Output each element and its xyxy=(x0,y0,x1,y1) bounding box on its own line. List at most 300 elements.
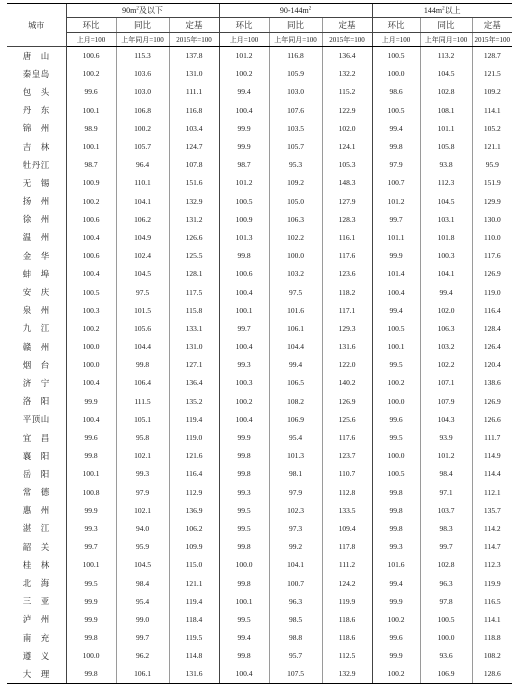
index-value-mom: 100.9 xyxy=(219,210,269,228)
index-value-mom: 100.4 xyxy=(219,101,269,119)
index-value-yoy: 107.1 xyxy=(420,374,472,392)
index-value-yoy: 105.7 xyxy=(269,137,322,155)
index-value-fixed-base: 132.2 xyxy=(322,65,372,83)
index-value-fixed-base: 119.9 xyxy=(322,592,372,610)
city-name: 九 江 xyxy=(22,323,50,334)
index-value-fixed-base: 128.6 xyxy=(472,665,512,683)
table-row xyxy=(7,501,512,519)
index-value-fixed-base: 123.7 xyxy=(322,447,372,465)
index-value-fixed-base: 116.8 xyxy=(169,101,219,119)
index-value-mom: 100.2 xyxy=(219,392,269,410)
table-header xyxy=(7,4,512,47)
index-value-fixed-base: 128.3 xyxy=(322,210,372,228)
index-value-mom: 98.9 xyxy=(66,119,116,137)
index-value-fixed-base: 109.4 xyxy=(322,519,372,537)
index-value-mom: 98.7 xyxy=(219,156,269,174)
city-name: 温 州 xyxy=(22,232,50,243)
index-value-fixed-base: 118.6 xyxy=(322,610,372,628)
index-value-fixed-base: 119.4 xyxy=(169,410,219,428)
index-value-fixed-base: 112.8 xyxy=(322,483,372,501)
index-value-fixed-base: 136.4 xyxy=(322,47,372,65)
table-row xyxy=(7,647,512,665)
index-value-fixed-base: 111.1 xyxy=(169,83,219,101)
index-value-yoy: 104.9 xyxy=(116,228,169,246)
index-value-mom: 100.6 xyxy=(66,247,116,265)
sub-header-fixed-base: 定基 xyxy=(472,18,512,33)
index-value-yoy: 98.1 xyxy=(269,465,322,483)
index-value-mom: 99.3 xyxy=(219,483,269,501)
index-value-mom: 100.4 xyxy=(66,228,116,246)
index-value-mom: 99.9 xyxy=(66,501,116,519)
index-value-mom: 100.1 xyxy=(66,556,116,574)
index-value-fixed-base: 114.2 xyxy=(472,519,512,537)
index-value-fixed-base: 119.0 xyxy=(169,428,219,446)
index-value-mom: 101.1 xyxy=(372,228,420,246)
index-value-yoy: 105.1 xyxy=(116,410,169,428)
index-value-yoy: 95.4 xyxy=(116,592,169,610)
city-name: 三 亚 xyxy=(22,596,50,607)
index-value-fixed-base: 102.0 xyxy=(322,119,372,137)
index-value-yoy: 102.4 xyxy=(116,247,169,265)
index-value-yoy: 101.3 xyxy=(269,447,322,465)
index-value-yoy: 105.0 xyxy=(269,192,322,210)
index-value-mom: 100.0 xyxy=(66,647,116,665)
base-header-prev-year-month: 上年同月=100 xyxy=(269,33,322,47)
group-header-small: $90m^2$及以下 xyxy=(66,4,219,18)
index-value-yoy: 100.5 xyxy=(420,610,472,628)
index-value-yoy: 108.1 xyxy=(420,101,472,119)
index-value-mom: 99.8 xyxy=(372,483,420,501)
table-row xyxy=(7,210,512,228)
table-row xyxy=(7,356,512,374)
index-value-fixed-base: 118.2 xyxy=(322,283,372,301)
base-header-prev-month: 上月=100 xyxy=(66,33,116,47)
city-name: 蚌 埠 xyxy=(22,268,50,279)
index-value-yoy: 102.0 xyxy=(420,301,472,319)
table-row xyxy=(7,228,512,246)
table-row xyxy=(7,283,512,301)
index-value-mom: 100.5 xyxy=(66,283,116,301)
index-value-mom: 99.8 xyxy=(372,519,420,537)
index-value-mom: 100.5 xyxy=(372,319,420,337)
index-value-yoy: 103.2 xyxy=(269,265,322,283)
index-value-fixed-base: 125.6 xyxy=(322,410,372,428)
index-value-mom: 100.0 xyxy=(66,356,116,374)
city-name: 金 华 xyxy=(22,250,50,261)
index-value-mom: 100.4 xyxy=(66,265,116,283)
city-column-header: 城市 xyxy=(7,4,66,47)
index-value-fixed-base: 131.6 xyxy=(169,665,219,683)
index-value-fixed-base: 148.3 xyxy=(322,174,372,192)
city-name: 平顶山 xyxy=(22,414,50,425)
index-value-yoy: 95.3 xyxy=(269,156,322,174)
index-value-mom: 99.9 xyxy=(372,647,420,665)
index-value-mom: 100.0 xyxy=(372,447,420,465)
index-value-yoy: 104.3 xyxy=(420,410,472,428)
index-value-yoy: 100.3 xyxy=(420,247,472,265)
index-value-yoy: 105.7 xyxy=(116,137,169,155)
index-value-yoy: 105.8 xyxy=(420,137,472,155)
index-value-mom: 100.6 xyxy=(219,265,269,283)
sub-header-mom: 环比 xyxy=(66,18,116,33)
index-value-fixed-base: 136.4 xyxy=(169,374,219,392)
index-value-yoy: 99.2 xyxy=(269,538,322,556)
index-value-mom: 100.6 xyxy=(66,47,116,65)
index-value-yoy: 95.8 xyxy=(116,428,169,446)
city-name: 北 海 xyxy=(22,578,50,589)
index-value-mom: 99.8 xyxy=(219,447,269,465)
table-row xyxy=(7,447,512,465)
index-value-yoy: 100.2 xyxy=(116,119,169,137)
index-value-yoy: 106.2 xyxy=(116,210,169,228)
city-name: 烟 台 xyxy=(22,359,50,370)
index-value-yoy: 100.0 xyxy=(269,247,322,265)
index-value-mom: 99.3 xyxy=(66,519,116,537)
index-value-yoy: 107.6 xyxy=(269,101,322,119)
index-value-yoy: 97.1 xyxy=(420,483,472,501)
index-value-yoy: 107.5 xyxy=(269,665,322,683)
index-value-fixed-base: 129.3 xyxy=(322,319,372,337)
index-value-fixed-base: 106.2 xyxy=(169,519,219,537)
index-value-yoy: 99.4 xyxy=(420,283,472,301)
index-value-yoy: 104.5 xyxy=(116,265,169,283)
table-row xyxy=(7,538,512,556)
index-value-fixed-base: 151.6 xyxy=(169,174,219,192)
index-value-yoy: 101.5 xyxy=(116,301,169,319)
index-value-yoy: 106.9 xyxy=(420,665,472,683)
table-row xyxy=(7,574,512,592)
index-value-mom: 99.9 xyxy=(66,392,116,410)
index-value-yoy: 99.4 xyxy=(269,356,322,374)
index-value-fixed-base: 117.6 xyxy=(472,247,512,265)
index-value-fixed-base: 111.2 xyxy=(322,556,372,574)
index-value-yoy: 102.2 xyxy=(269,228,322,246)
index-value-yoy: 100.0 xyxy=(420,629,472,647)
index-value-fixed-base: 112.3 xyxy=(472,556,512,574)
table-body xyxy=(7,47,512,684)
index-value-mom: 100.2 xyxy=(372,374,420,392)
table-row xyxy=(7,47,512,65)
index-value-mom: 100.1 xyxy=(219,301,269,319)
city-name: 惠 州 xyxy=(22,505,50,516)
index-value-yoy: 112.3 xyxy=(420,174,472,192)
index-value-fixed-base: 116.1 xyxy=(322,228,372,246)
sub-header-yoy: 同比 xyxy=(420,18,472,33)
index-value-mom: 100.4 xyxy=(219,283,269,301)
index-value-fixed-base: 115.2 xyxy=(322,83,372,101)
index-value-fixed-base: 131.0 xyxy=(169,338,219,356)
index-value-mom: 100.2 xyxy=(372,665,420,683)
index-value-yoy: 113.2 xyxy=(420,47,472,65)
city-name: 锦 州 xyxy=(22,123,50,134)
index-value-yoy: 95.7 xyxy=(269,647,322,665)
index-value-mom: 99.5 xyxy=(372,356,420,374)
index-value-mom: 101.2 xyxy=(219,47,269,65)
index-value-yoy: 93.9 xyxy=(420,428,472,446)
index-value-fixed-base: 129.9 xyxy=(472,192,512,210)
index-value-fixed-base: 124.2 xyxy=(322,574,372,592)
index-value-yoy: 116.8 xyxy=(269,47,322,65)
index-value-mom: 99.9 xyxy=(66,610,116,628)
index-value-fixed-base: 120.4 xyxy=(472,356,512,374)
index-value-fixed-base: 121.5 xyxy=(472,65,512,83)
sub-header-fixed-base: 定基 xyxy=(169,18,219,33)
city-name: 丹 东 xyxy=(22,105,50,116)
index-value-fixed-base: 114.8 xyxy=(169,647,219,665)
index-value-yoy: 106.5 xyxy=(269,374,322,392)
index-value-fixed-base: 131.2 xyxy=(169,210,219,228)
table-row xyxy=(7,428,512,446)
index-value-fixed-base: 122.9 xyxy=(322,101,372,119)
index-value-mom: 99.4 xyxy=(372,119,420,137)
index-value-mom: 99.7 xyxy=(219,319,269,337)
city-name: 牡丹江 xyxy=(22,159,50,170)
index-value-yoy: 99.3 xyxy=(116,465,169,483)
index-value-fixed-base: 117.1 xyxy=(322,301,372,319)
index-value-fixed-base: 112.5 xyxy=(322,647,372,665)
index-value-fixed-base: 128.4 xyxy=(472,319,512,337)
index-value-mom: 101.6 xyxy=(372,556,420,574)
index-value-fixed-base: 135.7 xyxy=(472,501,512,519)
table-row xyxy=(7,374,512,392)
index-value-yoy: 99.7 xyxy=(116,629,169,647)
index-value-mom: 100.4 xyxy=(219,410,269,428)
table-row xyxy=(7,192,512,210)
city-name: 无 锡 xyxy=(22,177,50,188)
index-value-mom: 99.7 xyxy=(66,538,116,556)
index-value-mom: 100.0 xyxy=(66,338,116,356)
index-value-yoy: 109.2 xyxy=(269,174,322,192)
table-row xyxy=(7,483,512,501)
index-value-yoy: 100.7 xyxy=(269,574,322,592)
index-value-fixed-base: 117.5 xyxy=(169,283,219,301)
city-name: 大 理 xyxy=(7,665,66,683)
index-value-yoy: 103.5 xyxy=(269,119,322,137)
index-value-mom: 99.9 xyxy=(372,592,420,610)
city-name: 包 头 xyxy=(22,86,50,97)
index-value-mom: 99.6 xyxy=(66,428,116,446)
index-value-yoy: 104.5 xyxy=(420,65,472,83)
table-row xyxy=(7,665,512,683)
index-value-yoy: 104.4 xyxy=(116,338,169,356)
index-value-fixed-base: 112.9 xyxy=(169,483,219,501)
index-value-fixed-base: 110.7 xyxy=(322,465,372,483)
table-row xyxy=(7,301,512,319)
index-value-fixed-base: 114.1 xyxy=(472,101,512,119)
index-value-fixed-base: 119.4 xyxy=(169,592,219,610)
index-value-mom: 100.5 xyxy=(219,192,269,210)
table-row xyxy=(7,156,512,174)
index-value-fixed-base: 95.9 xyxy=(472,156,512,174)
index-value-fixed-base: 124.1 xyxy=(322,137,372,155)
index-value-fixed-base: 109.9 xyxy=(169,538,219,556)
index-value-mom: 100.5 xyxy=(372,47,420,65)
city-name: 吉 林 xyxy=(22,141,50,152)
base-header-2015: 2015年=100 xyxy=(472,33,512,47)
index-value-fixed-base: 130.0 xyxy=(472,210,512,228)
index-value-mom: 100.0 xyxy=(372,65,420,83)
index-value-yoy: 98.5 xyxy=(269,610,322,628)
index-value-fixed-base: 111.7 xyxy=(472,428,512,446)
city-name: 南 充 xyxy=(22,632,50,643)
index-value-fixed-base: 117.8 xyxy=(322,538,372,556)
index-value-fixed-base: 121.1 xyxy=(472,137,512,155)
index-value-yoy: 104.1 xyxy=(269,556,322,574)
index-value-mom: 99.4 xyxy=(372,301,420,319)
index-value-mom: 99.8 xyxy=(219,574,269,592)
index-value-yoy: 98.4 xyxy=(116,574,169,592)
index-value-yoy: 101.2 xyxy=(420,447,472,465)
index-value-mom: 99.8 xyxy=(372,501,420,519)
table-row xyxy=(7,174,512,192)
base-header-2015: 2015年=100 xyxy=(322,33,372,47)
index-value-yoy: 108.2 xyxy=(269,392,322,410)
index-value-mom: 99.7 xyxy=(372,210,420,228)
city-name: 岳 阳 xyxy=(22,468,50,479)
city-name: 桂 林 xyxy=(22,559,50,570)
index-value-yoy: 96.3 xyxy=(420,574,472,592)
index-value-mom: 100.1 xyxy=(66,465,116,483)
city-name: 济 宁 xyxy=(22,377,50,388)
city-name: 泸 州 xyxy=(22,614,50,625)
group-header-large: $144m^2$以上 xyxy=(372,4,512,18)
index-value-fixed-base: 132.9 xyxy=(169,192,219,210)
index-value-mom: 101.2 xyxy=(219,174,269,192)
index-value-fixed-base: 124.7 xyxy=(169,137,219,155)
index-value-yoy: 103.0 xyxy=(269,83,322,101)
table-row xyxy=(7,392,512,410)
index-value-fixed-base: 116.5 xyxy=(472,592,512,610)
index-value-fixed-base: 114.9 xyxy=(472,447,512,465)
index-value-yoy: 95.4 xyxy=(269,428,322,446)
table-row xyxy=(7,137,512,155)
index-value-mom: 99.6 xyxy=(372,410,420,428)
base-header-prev-year-month: 上年同月=100 xyxy=(116,33,169,47)
index-value-fixed-base: 125.5 xyxy=(169,247,219,265)
index-value-yoy: 96.3 xyxy=(269,592,322,610)
index-value-mom: 100.7 xyxy=(372,174,420,192)
table-row xyxy=(7,519,512,537)
table-row xyxy=(7,65,512,83)
city-name: 宜 昌 xyxy=(22,432,50,443)
index-value-mom: 99.6 xyxy=(372,629,420,647)
index-value-mom: 99.4 xyxy=(372,574,420,592)
index-value-mom: 100.0 xyxy=(372,392,420,410)
index-value-yoy: 99.8 xyxy=(116,356,169,374)
index-value-yoy: 104.4 xyxy=(269,338,322,356)
index-value-yoy: 105.6 xyxy=(116,319,169,337)
index-value-yoy: 110.1 xyxy=(116,174,169,192)
index-value-yoy: 97.9 xyxy=(269,483,322,501)
index-value-fixed-base: 117.6 xyxy=(322,428,372,446)
index-value-mom: 101.4 xyxy=(372,265,420,283)
index-value-mom: 99.5 xyxy=(219,610,269,628)
index-value-fixed-base: 121.1 xyxy=(169,574,219,592)
base-header-prev-year-month: 上年同月=100 xyxy=(420,33,472,47)
index-value-mom: 99.6 xyxy=(66,83,116,101)
index-value-yoy: 102.8 xyxy=(420,556,472,574)
index-value-yoy: 103.7 xyxy=(420,501,472,519)
index-value-fixed-base: 109.2 xyxy=(472,83,512,101)
group-header-medium: $90-144m^2$ xyxy=(219,4,372,18)
index-value-fixed-base: 119.5 xyxy=(169,629,219,647)
index-value-fixed-base: 107.8 xyxy=(169,156,219,174)
index-value-fixed-base: 133.1 xyxy=(169,319,219,337)
sub-header-yoy: 同比 xyxy=(269,18,322,33)
index-value-yoy: 98.4 xyxy=(420,465,472,483)
index-value-mom: 99.8 xyxy=(66,665,116,683)
index-value-mom: 99.9 xyxy=(66,592,116,610)
index-value-yoy: 104.5 xyxy=(420,192,472,210)
index-value-fixed-base: 105.3 xyxy=(322,156,372,174)
index-value-yoy: 106.4 xyxy=(116,374,169,392)
index-value-fixed-base: 114.1 xyxy=(472,610,512,628)
index-value-mom: 99.8 xyxy=(372,137,420,155)
table-row xyxy=(7,592,512,610)
index-value-yoy: 106.3 xyxy=(420,319,472,337)
index-value-fixed-base: 116.4 xyxy=(472,301,512,319)
city-name: 泉 州 xyxy=(22,305,50,316)
table-row xyxy=(7,83,512,101)
index-value-mom: 99.8 xyxy=(66,629,116,647)
index-value-yoy: 104.1 xyxy=(420,265,472,283)
index-value-fixed-base: 110.0 xyxy=(472,228,512,246)
city-name: 湛 江 xyxy=(22,523,50,534)
table-row xyxy=(7,610,512,628)
index-value-yoy: 96.4 xyxy=(116,156,169,174)
index-value-mom: 100.4 xyxy=(66,374,116,392)
index-value-yoy: 97.3 xyxy=(269,519,322,537)
base-header-prev-month: 上月=100 xyxy=(372,33,420,47)
index-value-yoy: 94.0 xyxy=(116,519,169,537)
city-name: 洛 阳 xyxy=(22,396,50,407)
index-value-fixed-base: 112.1 xyxy=(472,483,512,501)
table-row xyxy=(7,556,512,574)
index-value-yoy: 95.9 xyxy=(116,538,169,556)
index-value-mom: 100.4 xyxy=(219,665,269,683)
index-value-mom: 100.9 xyxy=(66,174,116,192)
index-value-yoy: 107.9 xyxy=(420,392,472,410)
index-value-fixed-base: 114.7 xyxy=(472,538,512,556)
index-value-yoy: 104.5 xyxy=(116,556,169,574)
index-value-yoy: 101.1 xyxy=(420,119,472,137)
index-value-yoy: 103.6 xyxy=(116,65,169,83)
index-value-mom: 99.8 xyxy=(219,647,269,665)
index-value-yoy: 105.9 xyxy=(269,65,322,83)
index-value-fixed-base: 123.6 xyxy=(322,265,372,283)
index-value-fixed-base: 119.9 xyxy=(472,574,512,592)
index-value-fixed-base: 151.9 xyxy=(472,174,512,192)
index-value-yoy: 106.9 xyxy=(269,410,322,428)
index-value-yoy: 97.5 xyxy=(269,283,322,301)
index-value-mom: 100.1 xyxy=(372,338,420,356)
index-value-mom: 99.9 xyxy=(219,137,269,155)
index-value-yoy: 106.8 xyxy=(116,101,169,119)
index-value-mom: 101.2 xyxy=(372,192,420,210)
index-value-mom: 99.9 xyxy=(372,247,420,265)
index-value-mom: 100.2 xyxy=(372,610,420,628)
city-name: 秦皇岛 xyxy=(22,68,50,79)
index-value-fixed-base: 126.6 xyxy=(472,410,512,428)
index-value-mom: 100.6 xyxy=(66,210,116,228)
sub-header-fixed-base: 定基 xyxy=(322,18,372,33)
table-row xyxy=(7,119,512,137)
index-value-fixed-base: 127.9 xyxy=(322,192,372,210)
index-value-mom: 100.1 xyxy=(66,101,116,119)
index-value-fixed-base: 127.1 xyxy=(169,356,219,374)
index-value-yoy: 106.3 xyxy=(269,210,322,228)
index-value-mom: 99.8 xyxy=(219,465,269,483)
